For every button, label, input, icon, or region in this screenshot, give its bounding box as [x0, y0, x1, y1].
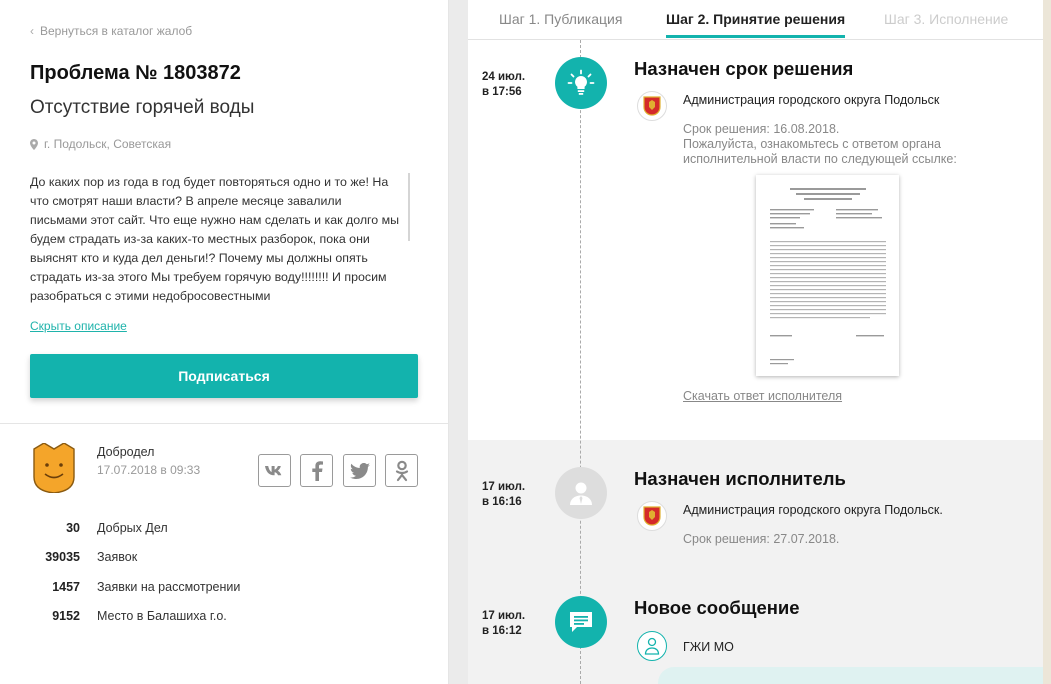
stat-good-deeds-count: 30	[66, 521, 80, 535]
event-2-date	[482, 480, 542, 510]
facebook-icon	[311, 461, 323, 481]
chevron-left-icon: ‹	[30, 24, 34, 38]
event-2-org-logo	[637, 501, 667, 531]
divider	[0, 423, 449, 424]
event-2-day: 17 июл.	[482, 481, 526, 493]
event-3-org-logo	[637, 631, 667, 661]
problem-title: Проблема № 1803872	[30, 62, 241, 84]
author-date: 17.07.2018 в 09:33	[97, 463, 201, 477]
tab-step-1[interactable]: Шаг 1. Публикация	[499, 11, 623, 27]
subscribe-button[interactable]: Подписаться	[30, 354, 418, 398]
coat-of-arms-icon	[643, 96, 661, 116]
back-to-catalog-link[interactable]	[30, 24, 192, 38]
event-1-day: 24 июл.	[482, 71, 526, 83]
event-1-time: в 17:56	[482, 86, 522, 98]
event-1-message: Пожалуйста, ознакомьтесь с ответом органа исполнительной власти по следующей ссылке:	[683, 137, 957, 166]
hide-description-link[interactable]: Скрыть описание	[30, 319, 127, 333]
event-3-org-name: ГЖИ МО	[683, 640, 734, 654]
share-odnoklassniki-button[interactable]	[385, 454, 418, 487]
event-2-title: Назначен исполнитель	[634, 468, 846, 489]
timeline-line	[580, 40, 581, 684]
steps-tabs	[468, 0, 1043, 40]
address-text: г. Подольск, Советская	[44, 137, 172, 151]
odnoklassniki-icon	[395, 460, 409, 482]
share-facebook-button[interactable]	[300, 454, 333, 487]
message-bubble	[658, 667, 1043, 684]
twitter-icon	[350, 463, 370, 479]
stat-good-deeds-label: Добрых Дел	[97, 521, 168, 535]
coat-of-arms-icon	[643, 506, 661, 526]
event-1-org-name: Администрация городского округа Подольск	[683, 93, 940, 107]
stat-pending-count: 1457	[52, 580, 80, 594]
download-response-link[interactable]: Скачать ответ исполнителя	[683, 389, 843, 403]
event-3-badge	[555, 596, 607, 648]
author-avatar	[32, 443, 76, 493]
event-1-deadline: Срок решения: 16.08.2018.	[683, 122, 840, 136]
event-1-badge	[555, 57, 607, 109]
stat-requests-label: Заявок	[97, 550, 138, 564]
vk-icon	[264, 464, 286, 478]
tab-step-3[interactable]: Шаг 3. Исполнение	[884, 11, 1009, 27]
event-2-time: в 16:16	[482, 496, 522, 508]
problem-address	[30, 137, 171, 151]
event-1-org-logo	[637, 91, 667, 121]
user-outline-icon	[644, 637, 660, 655]
author-name: Добродел	[97, 445, 155, 459]
stat-rank-label: Место в Балашиха г.о.	[97, 609, 227, 623]
stat-rank-count: 9152	[52, 609, 80, 623]
event-3-date	[482, 609, 542, 639]
complaint-panel	[0, 0, 449, 684]
problem-description: До каких пор из года в год будет повторяться одно и то же! На что смотрят наши власти? В апреле месяце завалили письмами этот сайт. Что еще нужно нам сделать и как долго мы будем страдать из-за каких-то местных разборок, пока они выяснят кто и куда дел деньги!? Почему мы должны опять страдать из-за этого Мы требуем горячую воду!!!!!!!! И просим разобраться с этими недобросовестными	[30, 175, 400, 303]
share-vk-button[interactable]	[258, 454, 291, 487]
event-3-day: 17 июл.	[482, 610, 526, 622]
user-icon	[568, 480, 594, 506]
stat-requests-count: 39035	[45, 550, 80, 564]
problem-subtitle: Отсутствие горячей воды	[30, 97, 255, 118]
response-document-thumbnail[interactable]	[756, 175, 899, 376]
share-twitter-button[interactable]	[343, 454, 376, 487]
event-2-org-name: Администрация городского округа Подольск.	[683, 503, 943, 517]
tab-step-2[interactable]: Шаг 2. Принятие решения	[666, 11, 845, 38]
lightbulb-icon	[567, 69, 595, 97]
location-pin-icon	[30, 139, 38, 150]
stat-pending-label: Заявки на рассмотрении	[97, 580, 241, 594]
back-link-label: Вернуться в каталог жалоб	[40, 24, 193, 38]
event-3-title: Новое сообщение	[634, 597, 800, 618]
event-1-title: Назначен срок решения	[634, 58, 854, 79]
event-2-deadline: Срок решения: 27.07.2018.	[683, 532, 840, 546]
event-3-time: в 16:12	[482, 625, 522, 637]
map-edge	[1043, 0, 1051, 684]
timeline-panel	[468, 0, 1043, 684]
description-scrollbar[interactable]	[408, 173, 410, 241]
event-2-badge	[555, 467, 607, 519]
message-icon	[568, 610, 594, 634]
event-1-date	[482, 70, 542, 100]
